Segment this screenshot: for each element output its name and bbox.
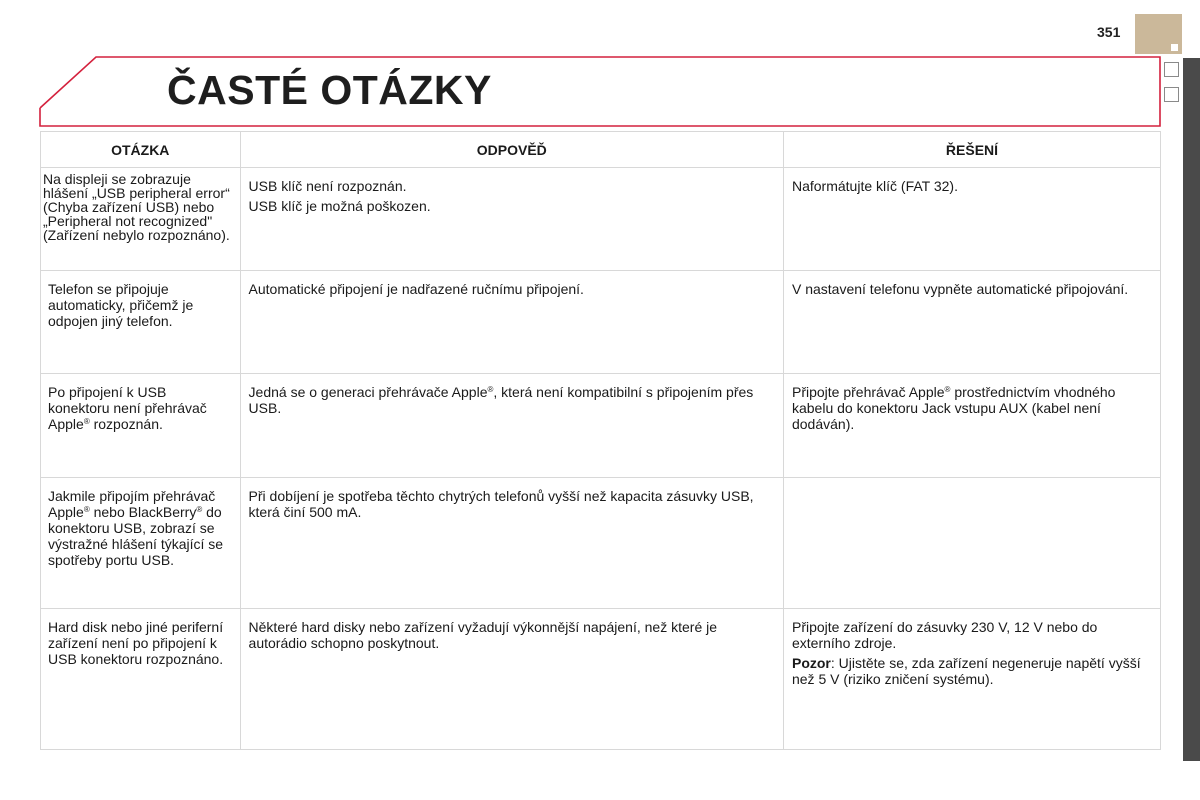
solution-line: Připojte zařízení do zásuvky 230 V, 12 V nebo do externího zdroje.: [791, 619, 1098, 651]
answer-cell: [240, 609, 783, 750]
side-bar: [1183, 58, 1200, 761]
question-cell: Na displeji se zobrazuje hlášení „USB peripheral error“ (Chyba zařízení USB) nebo „Peripheral not recognized" (Zařízení nebylo rozpoznáno).: [41, 168, 241, 271]
header-answer: ODPOVĚĎ: [240, 132, 783, 168]
answer-line: Některé hard disky nebo zařízení vyžadují výkonnější napájení, než které je autorádio schopno poskytnout.: [248, 619, 718, 651]
answer-cell: Jedná se o generaci přehrávače Apple®, která není kompatibilní s připojením přes USB.: [240, 374, 783, 478]
solution-line: V nastavení telefonu vypněte automatické připojování.: [791, 281, 1129, 297]
solution-warning: [792, 655, 1152, 687]
warning-label: Pozor: [791, 655, 831, 671]
answer-line: USB klíč není rozpoznán.: [248, 178, 407, 194]
question-cell: Telefon se připojuje automaticky, přičemž je odpojen jiný telefon.: [41, 271, 241, 374]
table-header-row: [41, 132, 1161, 168]
table-row: [41, 271, 1161, 374]
solution-cell: [783, 609, 1160, 750]
solution-cell: [783, 168, 1160, 271]
answer-line: Automatické připojení je nadřazené ručnímu připojení.: [248, 281, 584, 297]
page-title: ČASTÉ OTÁZKY: [167, 67, 492, 113]
question-cell: Po připojení k USB konektoru není přehrávač Apple® rozpoznán.: [41, 374, 241, 478]
answer-cell: [240, 168, 783, 271]
solution-line: Naformátujte klíč (FAT 32).: [791, 178, 958, 194]
answer-cell: [240, 271, 783, 374]
faq-table: [40, 131, 1161, 750]
solution-cell: [783, 271, 1160, 374]
answer-line: USB klíč je možná poškozen.: [248, 198, 431, 214]
question-cell: Jakmile připojím přehrávač Apple® nebo BlackBerry® do konektoru USB, zobrazí se výstražné hlášení týkající se spotřeby portu USB.: [41, 478, 241, 609]
solution-cell: [783, 478, 1160, 609]
solution-cell: Připojte přehrávač Apple® prostřednictvím vhodného kabelu do konektoru Jack vstupu AUX (kabel není dodáván).: [783, 374, 1160, 478]
answer-line: Při dobíjení je spotřeba těchto chytrých telefonů vyšší než kapacita zásuvky USB, která činí 500 mA.: [248, 488, 754, 520]
table-row: [41, 609, 1161, 750]
warning-text: : Ujistěte se, zda zařízení negeneruje napětí vyšší než 5 V (riziko zničení systému).: [791, 655, 1141, 687]
table-row: [41, 374, 1161, 478]
table-row: [41, 478, 1161, 609]
question-cell: Hard disk nebo jiné periferní zařízení není po připojení k USB konektoru rozpoznáno.: [41, 609, 241, 750]
header-solution: ŘEŠENÍ: [783, 132, 1160, 168]
table-row: [41, 168, 1161, 271]
answer-cell: [240, 478, 783, 609]
header-question: OTÁZKA: [41, 132, 241, 168]
page-number: 351: [1097, 24, 1121, 40]
